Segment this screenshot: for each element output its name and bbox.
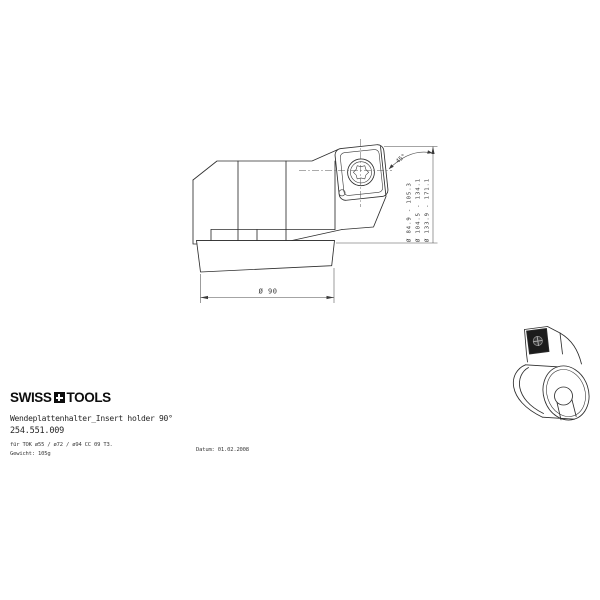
logo-suffix: TOOLS xyxy=(66,390,111,405)
date-label: Datum: 01.02.2008 xyxy=(196,447,249,453)
range-label-1: Ø 84.9 - 105.3 xyxy=(406,182,413,242)
head-support-curve xyxy=(560,333,582,364)
keyhole-slot-right xyxy=(572,400,576,417)
disc-back-silhouette xyxy=(513,365,542,417)
screw-torx xyxy=(353,166,368,179)
logo-prefix: SWISS xyxy=(10,390,52,405)
body-top-outline xyxy=(193,150,338,181)
application-note: für TOK ø55 / ø72 / ø94 CC 09 T3. xyxy=(10,441,113,448)
diameter-dimension: Ø 90 xyxy=(258,287,278,296)
dim-arrow-left xyxy=(201,296,209,299)
insert-outer xyxy=(334,144,388,201)
angle-dimension: 45° xyxy=(394,152,408,166)
weight-label: Gewicht: 105g xyxy=(10,450,51,457)
swiss-cross-icon xyxy=(54,392,65,403)
screw-outer-circle xyxy=(348,159,375,186)
body-left-edge xyxy=(193,180,197,244)
insert-inner xyxy=(340,149,383,196)
dimensions xyxy=(201,147,438,304)
disc-side-groove xyxy=(519,368,543,414)
range-label-3: Ø 133.9 - 171.1 xyxy=(424,177,431,242)
article-number: 254.551.009 xyxy=(10,425,65,436)
info-block xyxy=(10,391,173,457)
head-lower-slant xyxy=(292,230,342,241)
product-title: Wendeplattenhalter_Insert holder 90° xyxy=(10,413,173,423)
main-view xyxy=(193,139,392,272)
base-wedge xyxy=(197,241,335,273)
iso-view xyxy=(513,327,596,427)
range-label-2: Ø 104.5 - 134.1 xyxy=(415,177,422,242)
dim-arrow-right xyxy=(327,296,335,299)
disc-top-tangent xyxy=(526,365,558,367)
insert-plate xyxy=(334,144,388,201)
brand-logo xyxy=(10,391,173,405)
